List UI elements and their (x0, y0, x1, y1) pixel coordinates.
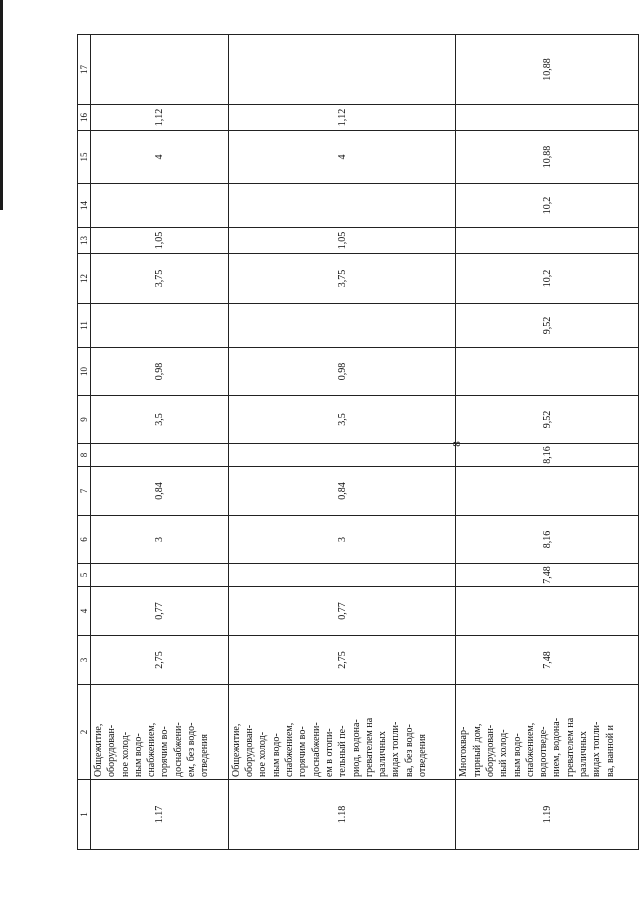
value-cell: 1,12 (91, 105, 229, 131)
value-cell (456, 467, 639, 516)
value-cell: 10,2 (456, 184, 639, 228)
value-cell: 3,5 (228, 396, 455, 444)
column-number-cell: 7 (78, 467, 91, 516)
value-cell: 3,75 (228, 254, 455, 304)
value-cell (228, 184, 455, 228)
value-cell: 0,77 (91, 587, 229, 636)
value-cell (91, 564, 229, 587)
value-cell (456, 105, 639, 131)
value-cell: 8,16 (456, 444, 639, 467)
tariff-table (77, 34, 639, 850)
value-cell (91, 444, 229, 467)
column-number-cell: 3 (78, 636, 91, 685)
column-number-cell: 12 (78, 254, 91, 304)
value-cell: 1,05 (228, 228, 455, 254)
column-number-cell: 9 (78, 396, 91, 444)
value-cell: 0,98 (228, 348, 455, 396)
column-number-cell: 10 (78, 348, 91, 396)
value-cell (91, 35, 229, 105)
value-cell: 4 (91, 131, 229, 184)
value-cell: 3,5 (91, 396, 229, 444)
value-cell (91, 184, 229, 228)
value-cell: 10,88 (456, 131, 639, 184)
value-cell (228, 564, 455, 587)
row-description-cell: Общежитие, оборудован- ное холод- ным водо- снабжением, горячим во- доснабжени- ем, без водо- отведения (91, 685, 229, 780)
value-cell: 4 (228, 131, 455, 184)
page-number: 8 (450, 441, 463, 447)
table-header-row (78, 35, 91, 850)
row-id-cell: 1.19 (456, 780, 639, 850)
value-cell (456, 228, 639, 254)
value-cell: 7,48 (456, 636, 639, 685)
column-number-cell: 16 (78, 105, 91, 131)
value-cell: 1,05 (91, 228, 229, 254)
column-number-cell: 15 (78, 131, 91, 184)
value-cell: 7,48 (456, 564, 639, 587)
row-description-cell: Общежитие, оборудован- ное холод- ным водо- снабжением, горячим во- доснабжени- ем в отопи- тельный пе- риод, водона- гревателем на различных видах топли- ва, без водо- отведения (228, 685, 455, 780)
column-number-cell: 13 (78, 228, 91, 254)
table-row (228, 35, 455, 850)
value-cell: 10,2 (456, 254, 639, 304)
value-cell: 9,52 (456, 396, 639, 444)
column-number-cell: 11 (78, 304, 91, 348)
value-cell: 2,75 (228, 636, 455, 685)
column-number-cell: 1 (78, 780, 91, 850)
column-number-cell: 17 (78, 35, 91, 105)
value-cell (228, 35, 455, 105)
value-cell: 0,77 (228, 587, 455, 636)
value-cell (456, 348, 639, 396)
value-cell: 0,84 (91, 467, 229, 516)
column-number-cell: 6 (78, 516, 91, 564)
value-cell (91, 304, 229, 348)
column-number-cell: 2 (78, 685, 91, 780)
value-cell: 0,98 (91, 348, 229, 396)
value-cell: 2,75 (91, 636, 229, 685)
table-row (456, 35, 639, 850)
value-cell: 8,16 (456, 516, 639, 564)
row-id-cell: 1.18 (228, 780, 455, 850)
value-cell: 0,84 (228, 467, 455, 516)
value-cell (228, 444, 455, 467)
value-cell (228, 304, 455, 348)
column-number-cell: 14 (78, 184, 91, 228)
tariff-table-rotated (77, 35, 639, 850)
value-cell: 3 (228, 516, 455, 564)
column-number-cell: 5 (78, 564, 91, 587)
value-cell: 1,12 (228, 105, 455, 131)
table-row (91, 35, 229, 850)
value-cell (456, 587, 639, 636)
value-cell: 3,75 (91, 254, 229, 304)
row-description-cell: Многоквар- тирный дом, оборудован- ный холод- ным водо- снабжением, водоотведе- нием, водона- гревателем на различных видах топли- ва, ванной и (456, 685, 639, 780)
left-margin-rule (0, 0, 3, 210)
column-number-cell: 8 (78, 444, 91, 467)
value-cell: 9,52 (456, 304, 639, 348)
value-cell: 10,88 (456, 35, 639, 105)
column-number-cell: 4 (78, 587, 91, 636)
row-id-cell: 1.17 (91, 780, 229, 850)
value-cell: 3 (91, 516, 229, 564)
